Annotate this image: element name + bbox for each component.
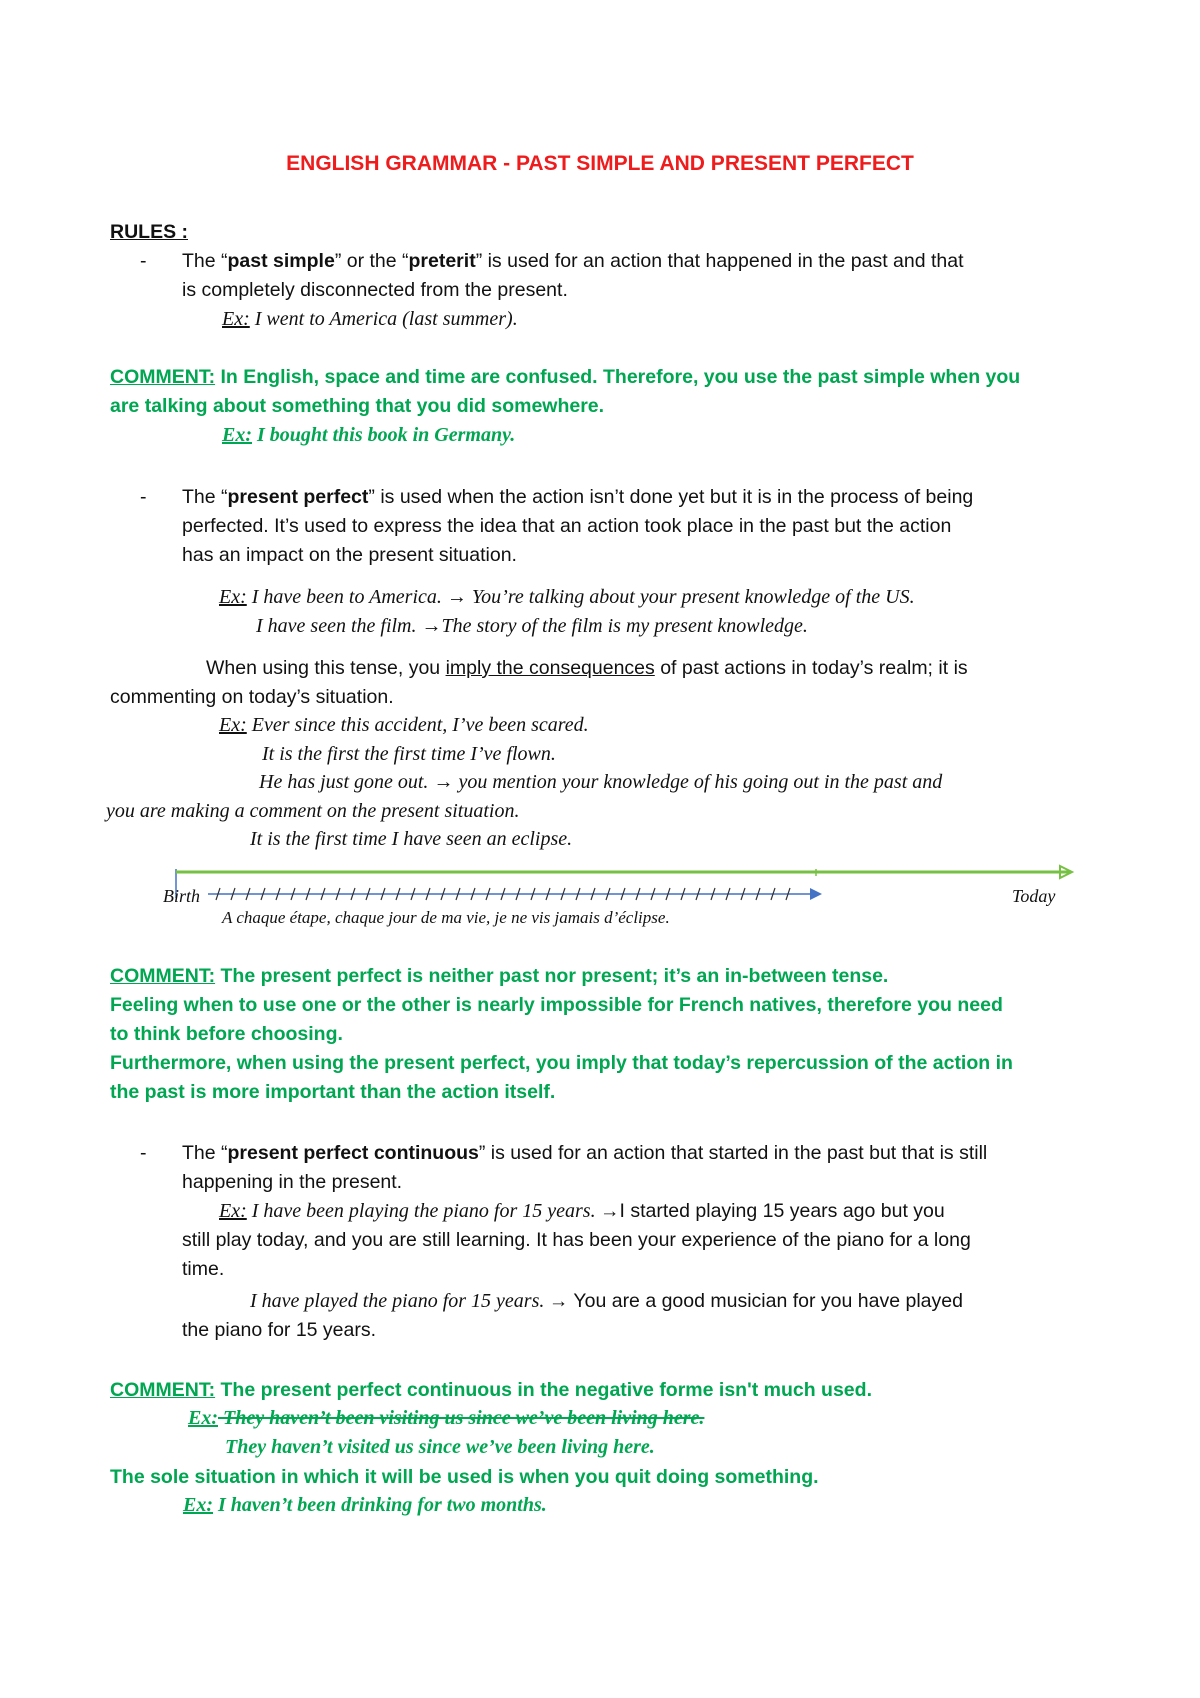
timeline-blue-arrowhead	[810, 888, 822, 900]
example-text: I have played the piano for 15 years.	[250, 1290, 545, 1312]
comment-2-line-2: Feeling when to use one or the other is nearly impossible for French natives, therefore you need	[110, 994, 1003, 1016]
comment-2-line-3: to think before choosing.	[110, 1023, 343, 1045]
bullet-dash: -	[140, 1142, 147, 1164]
example-text: I have seen the film.	[256, 615, 417, 637]
usage-line-2: commenting on today’s situation.	[110, 686, 394, 708]
present-perfect-line-3: has an impact on the present situation.	[182, 544, 517, 566]
example-note: You are a good musician for you have played	[568, 1290, 963, 1312]
text: When using this tense, you	[206, 657, 446, 679]
comment-3-struck-example	[188, 1407, 704, 1430]
present-perfect-example-5-cont: you are making a comment on the present situation.	[106, 800, 520, 822]
page-title: ENGLISH GRAMMAR - PAST SIMPLE AND PRESENT PERFECT	[286, 152, 914, 175]
present-perfect-example-3	[219, 713, 589, 737]
example-text: I have been playing the piano for 15 years.	[246, 1200, 596, 1222]
text: ” is used for an action that started in the past but that is still	[478, 1142, 988, 1164]
example-note: I started playing 15 years ago but you	[619, 1200, 945, 1222]
present-perfect-line-1	[182, 485, 973, 509]
comment-1-line-1	[110, 365, 1020, 389]
text: The present perfect is neither past nor present; it’s an in-between tense.	[215, 965, 889, 987]
continuous-example-1-line-3: time.	[182, 1258, 225, 1280]
past-simple-example	[222, 307, 518, 331]
text: ” is used when the action isn’t done yet but it is in the process of being	[368, 486, 974, 508]
example-note: The story of the film is my present knowledge.	[441, 615, 808, 637]
ex-label: Ex:	[188, 1407, 218, 1429]
continuous-example-1	[219, 1199, 945, 1223]
text: ” or the “	[334, 250, 409, 272]
arrow-icon: →	[433, 771, 454, 793]
comment-3-line-1	[110, 1378, 872, 1402]
present-perfect-example-5	[259, 770, 942, 794]
term-preterit: preterit	[408, 250, 476, 272]
example-text: Ever since this accident, I’ve been scared.	[246, 714, 589, 736]
comment-label: COMMENT:	[110, 965, 216, 987]
continuous-example-2	[250, 1289, 963, 1313]
continuous-line-2: happening in the present.	[182, 1171, 403, 1193]
present-perfect-example-2	[256, 614, 808, 638]
comment-2-line-4: Furthermore, when using the present perfect, you imply that today’s repercussion of the action in	[110, 1052, 1013, 1074]
ex-label: Ex:	[219, 1200, 247, 1222]
past-simple-line-2: is completely disconnected from the present.	[182, 279, 568, 301]
comment-1-example	[222, 424, 515, 447]
ex-label: Ex:	[219, 586, 247, 608]
example-text: He has just gone out.	[259, 771, 429, 793]
comment-2-line-1	[110, 964, 888, 988]
text: The “	[182, 250, 228, 272]
ex-label: Ex:	[219, 714, 247, 736]
present-perfect-line-2: perfected. It’s used to express the idea that an action took place in the past but the action	[182, 515, 952, 537]
example-note: you mention your knowledge of his going out in the past and	[453, 771, 943, 793]
example-text: I have been to America.	[246, 586, 442, 608]
ex-label: Ex:	[183, 1494, 213, 1516]
ex-label: Ex:	[222, 424, 252, 446]
continuous-example-2-line-2: the piano for 15 years.	[182, 1319, 377, 1341]
text: The “	[182, 486, 228, 508]
term-present-perfect-continuous: present perfect continuous	[227, 1142, 479, 1164]
text: of past actions in today’s realm; it is	[654, 657, 968, 679]
rules-heading: RULES :	[110, 221, 188, 243]
struck-example-text: They haven’t been visiting us since we’ve been living here.	[218, 1407, 705, 1429]
bullet-dash: -	[140, 486, 147, 508]
comment-label: COMMENT:	[110, 1379, 216, 1401]
timeline-caption: A chaque étape, chaque jour de ma vie, je ne vis jamais d’éclipse.	[222, 908, 670, 927]
arrow-icon: →	[600, 1200, 620, 1222]
comment-3-correct-example: They haven’t visited us since we’ve been living here.	[225, 1436, 655, 1458]
underlined-phrase: imply the consequences	[445, 657, 655, 679]
comment-3-final-example	[183, 1494, 547, 1517]
present-perfect-example-1	[219, 585, 915, 609]
term-past-simple: past simple	[227, 250, 335, 272]
arrow-icon: →	[421, 615, 442, 637]
example-text: I haven’t been drinking for two months.	[213, 1494, 547, 1516]
comment-2-line-5: the past is more important than the action itself.	[110, 1081, 556, 1103]
term-present-perfect: present perfect	[227, 486, 369, 508]
example-text: I bought this book in Germany.	[252, 424, 516, 446]
text: The “	[182, 1142, 228, 1164]
comment-1-line-2: are talking about something that you did somewhere.	[110, 395, 605, 417]
timeline-start-label: Birth	[163, 886, 201, 906]
continuous-example-1-line-2: still play today, and you are still learning. It has been your experience of the piano for a long	[182, 1229, 971, 1251]
present-perfect-example-6: It is the first time I have seen an eclipse.	[250, 828, 573, 850]
text: The present perfect continuous in the negative forme isn't much used.	[215, 1379, 872, 1401]
past-simple-line-1	[182, 249, 964, 273]
timeline-diagram	[160, 862, 1080, 902]
ex-label: Ex:	[222, 308, 250, 330]
continuous-line-1	[182, 1141, 987, 1165]
example-note: You’re talking about your present knowledge of the US.	[466, 586, 915, 608]
comment-3-line-2: The sole situation in which it will be used is when you quit doing something.	[110, 1466, 819, 1488]
timeline-end-label: Today	[1012, 886, 1056, 906]
text: ” is used for an action that happened in the past and that	[475, 250, 964, 272]
example-text: I went to America (last summer).	[249, 308, 518, 330]
arrow-icon: →	[548, 1290, 569, 1312]
text: In English, space and time are confused. Therefore, you use the past simple when you	[215, 366, 1021, 388]
bullet-dash: -	[140, 250, 147, 272]
usage-line-1	[206, 656, 968, 680]
present-perfect-example-4: It is the first the first time I’ve flown.	[262, 743, 556, 765]
comment-label: COMMENT:	[110, 366, 216, 388]
arrow-icon: →	[446, 586, 467, 608]
